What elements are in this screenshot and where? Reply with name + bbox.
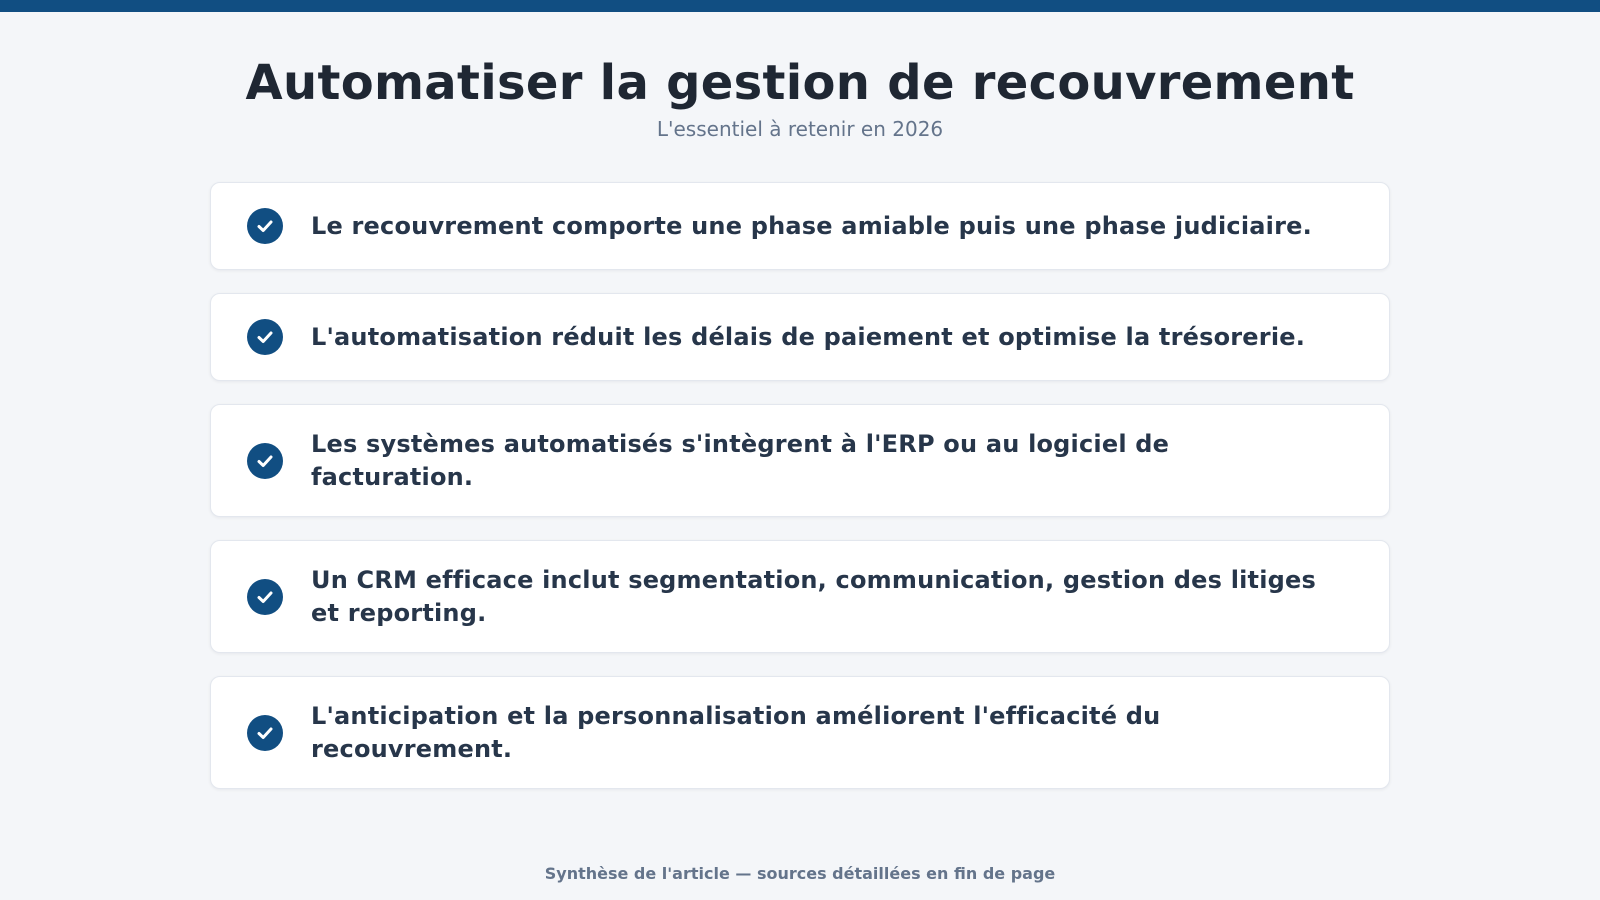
key-point-text: L'anticipation et la personnalisation améliorent l'efficacité du recouvrement. [311, 701, 1161, 763]
key-point-text: Un CRM efficace inclut segmentation, communication, gestion des litiges et reporting. [311, 565, 1316, 627]
check-circle-icon [247, 208, 283, 244]
check-circle-icon [247, 319, 283, 355]
key-point-card [210, 676, 1390, 789]
check-circle-icon [247, 715, 283, 751]
key-point-text: L'automatisation réduit les délais de paiement et optimise la trésorerie. [311, 322, 1306, 351]
page-title: Automatiser la gestion de recouvrement [245, 55, 1355, 111]
key-point-card [210, 404, 1390, 517]
check-circle-icon [247, 579, 283, 615]
page-header [0, 52, 1600, 142]
key-point-text: Les systèmes automatisés s'intègrent à l'ERP ou au logiciel de facturation. [311, 429, 1170, 491]
footer-note: Synthèse de l'article — sources détaillées en fin de page [544, 864, 1056, 883]
page-subtitle: L'essentiel à retenir en 2026 [656, 117, 944, 141]
top-accent-bar [0, 0, 1600, 12]
check-circle-icon [247, 443, 283, 479]
key-point-text: Le recouvrement comporte une phase amiable puis une phase judiciaire. [311, 211, 1312, 240]
key-point-card [210, 540, 1390, 653]
key-point-card [210, 182, 1390, 270]
key-point-card [210, 293, 1390, 381]
key-points-list [210, 182, 1390, 812]
